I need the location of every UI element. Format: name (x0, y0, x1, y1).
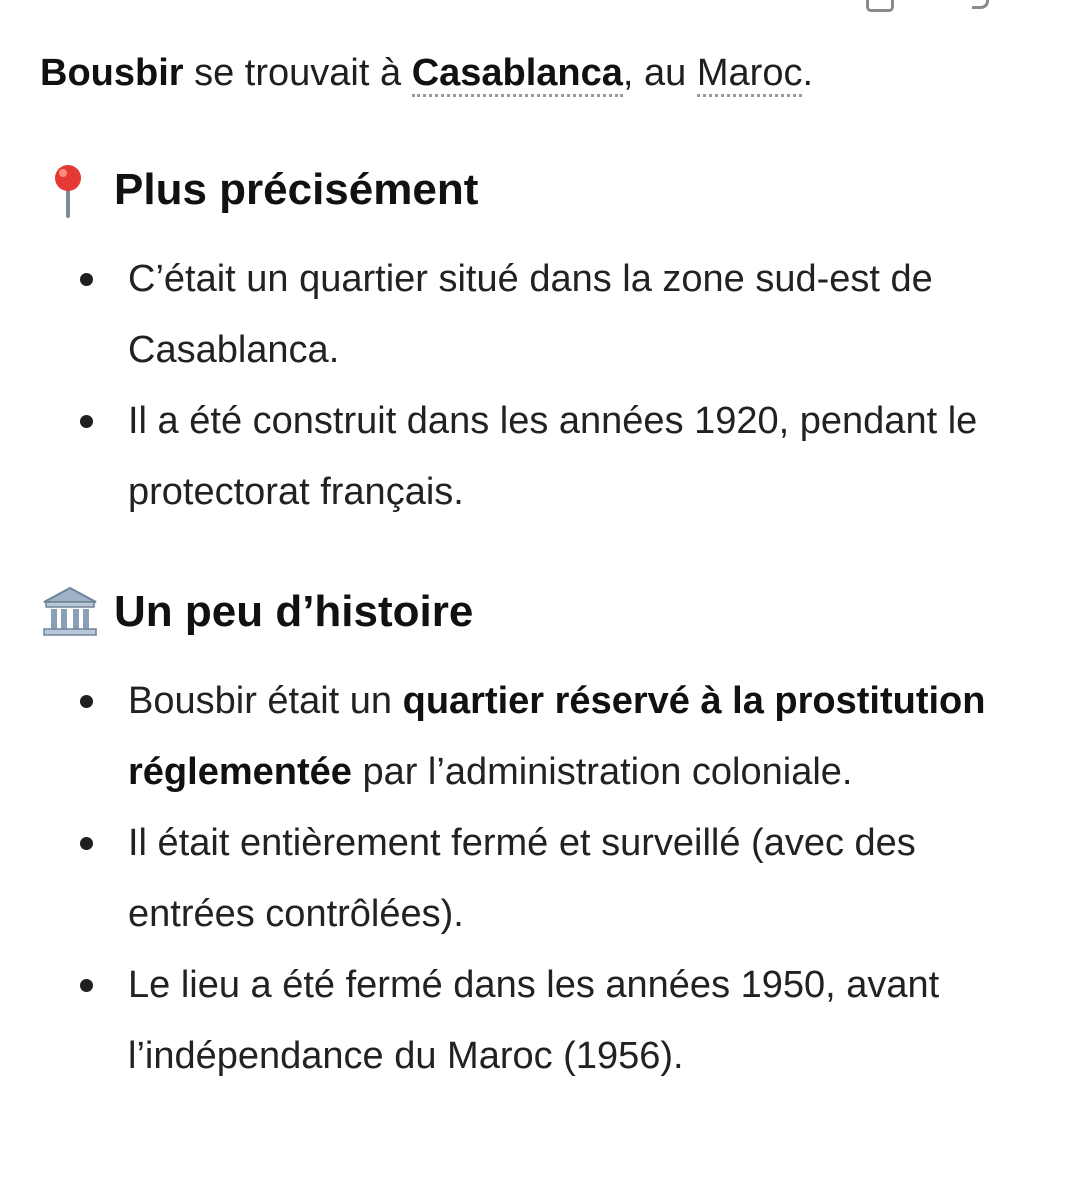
section-title: Un peu d’histoire (114, 587, 474, 636)
section-title: Plus précisément (114, 165, 479, 214)
bullet-list (0, 244, 1008, 528)
bullet-dot (80, 837, 93, 850)
list-item-text: Il a été construit dans les années 1920, pendant le protectorat français. (128, 400, 978, 513)
bullet-dot (80, 979, 93, 992)
list-item (0, 386, 1008, 528)
section-heading (40, 162, 478, 218)
section-heading (40, 584, 473, 640)
bullet-dot (80, 695, 93, 708)
bullet-dot (80, 273, 93, 286)
classical-building-icon (40, 584, 100, 640)
intro-paragraph (40, 46, 813, 100)
copy-icon[interactable] (866, 0, 894, 12)
casablanca-link[interactable]: Casablanca (412, 52, 623, 97)
list-item-text: C’était un quartier situé dans la zone sud-est de Casablanca. (128, 258, 933, 371)
bullet-dot (80, 415, 93, 428)
bullet-list (0, 666, 1008, 1092)
list-item (0, 950, 1008, 1092)
list-item (0, 666, 1008, 808)
list-item (0, 808, 1008, 950)
intro-text: . (802, 52, 814, 94)
intro-text: , au (622, 52, 697, 94)
list-item-emphasis: quartier réservé à la prostitution réglementée (128, 680, 986, 793)
round-pushpin-icon (40, 162, 100, 218)
list-item-text: Bousbir était un (128, 680, 403, 722)
list-item-text: Le lieu a été fermé dans les années 1950, avant l’indépendance du Maroc (1956). (128, 964, 940, 1077)
intro-text: se trouvait à (183, 52, 412, 94)
list-item-text: Il était entièrement fermé et surveillé (avec des entrées contrôlées). (128, 822, 916, 935)
share-icon[interactable] (972, 0, 989, 9)
maroc-link[interactable]: Maroc (697, 52, 803, 97)
intro-subject: Bousbir (40, 52, 184, 94)
list-item-text: par l’administration coloniale. (351, 751, 853, 793)
list-item (0, 244, 1008, 386)
